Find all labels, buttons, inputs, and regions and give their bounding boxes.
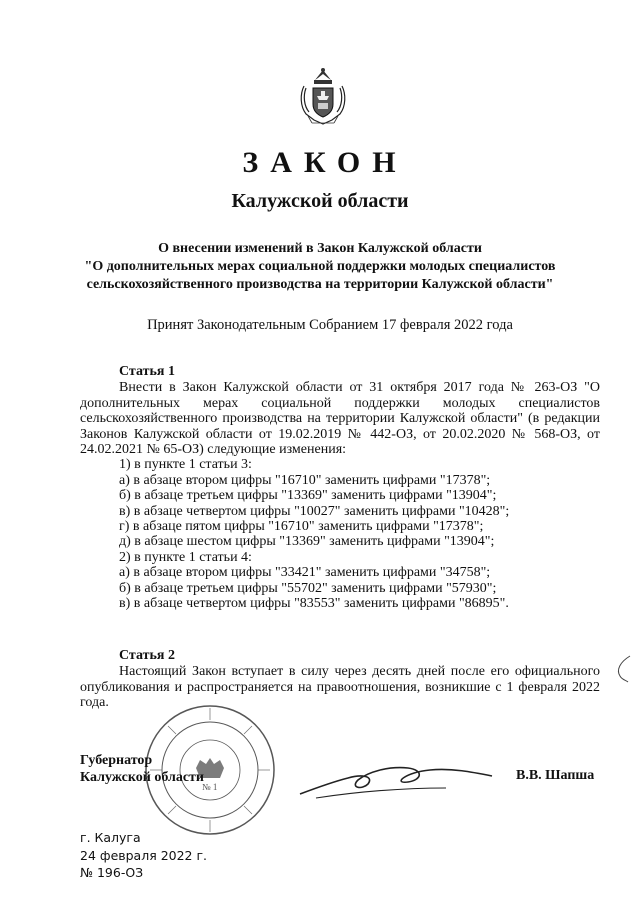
article-2-heading: Статья 2 — [119, 648, 175, 663]
subject-line-2: "О дополнительных мерах социальной поддержки молодых специалистов — [84, 259, 556, 274]
list-item: а) в абзаце втором цифры "16710" заменить цифрами "17378"; — [119, 472, 491, 488]
list-item: д) в абзаце шестом цифры "13369" заменить цифрами "13904"; — [119, 534, 495, 550]
subject-line-3: сельскохозяйственного производства на территории Калужской области" — [86, 277, 554, 292]
list-item: в) в абзаце четвертом цифры "10027" заменить цифрами "10428"; — [119, 503, 510, 519]
article-1-heading: Статья 1 — [119, 364, 175, 379]
document-type-title: ЗАКОН — [242, 146, 408, 179]
handwritten-signature — [296, 758, 496, 804]
law-subject — [0, 240, 640, 294]
list-item: б) в абзаце третьем цифры "55702" заменить цифрами "57930"; — [119, 580, 497, 596]
list-item: в) в абзаце четвертом цифры "83553" заменить цифрами "86895". — [119, 596, 509, 612]
footer-number: № 196-ОЗ — [80, 865, 144, 880]
signatory-name: В.В. Шапша — [516, 768, 595, 783]
list-item: 2) в пункте 1 статьи 4: — [119, 549, 252, 565]
subject-line-1: О внесении изменений в Закон Калужской области — [158, 241, 482, 256]
list-item: б) в абзаце третьем цифры "13369" заменить цифрами "13904"; — [119, 488, 497, 504]
article-1-intro: Внести в Закон Калужской области от 31 октября 2017 года № 263-ОЗ "О дополнительных мерах социальной поддержки молодых специалистов сельскохозяйственного производства на территории Калужской области" (в редакции Законов Калужской области от 19.02.2019 № 442-ОЗ, от 20.02.2020 № 568-ОЗ, от 24.02.2021 № 65-ОЗ) следующие изменения: — [80, 380, 600, 458]
list-item: 1) в пункте 1 статьи 3: — [119, 457, 252, 473]
document-footer — [80, 829, 207, 882]
footer-date: 24 февраля 2022 г. — [80, 847, 208, 863]
position-line-1: Губернатор — [80, 753, 153, 768]
coat-of-arms-emblem — [298, 66, 348, 128]
list-item: а) в абзаце втором цифры "33421" заменить цифрами "34758"; — [119, 565, 491, 581]
svg-text:№ 1: № 1 — [202, 782, 218, 792]
position-line-2: Калужской области — [80, 770, 204, 785]
margin-pen-mark — [612, 652, 634, 688]
article-1 — [80, 364, 600, 612]
list-item: г) в абзаце пятом цифры "16710" заменить цифрами "17378"; — [119, 519, 484, 535]
article-2-text: Настоящий Закон вступает в силу через десять дней после его официального опубликования и распространяется на правоотношения, возникшие с 1 февраля 2022 года. — [80, 664, 600, 711]
acceptance-line: Принят Законодательным Собранием 17 февраля 2022 года — [147, 317, 513, 333]
signatory-position — [80, 752, 204, 786]
footer-place: г. Калуга — [80, 830, 141, 845]
region-title: Калужской области — [231, 190, 409, 212]
